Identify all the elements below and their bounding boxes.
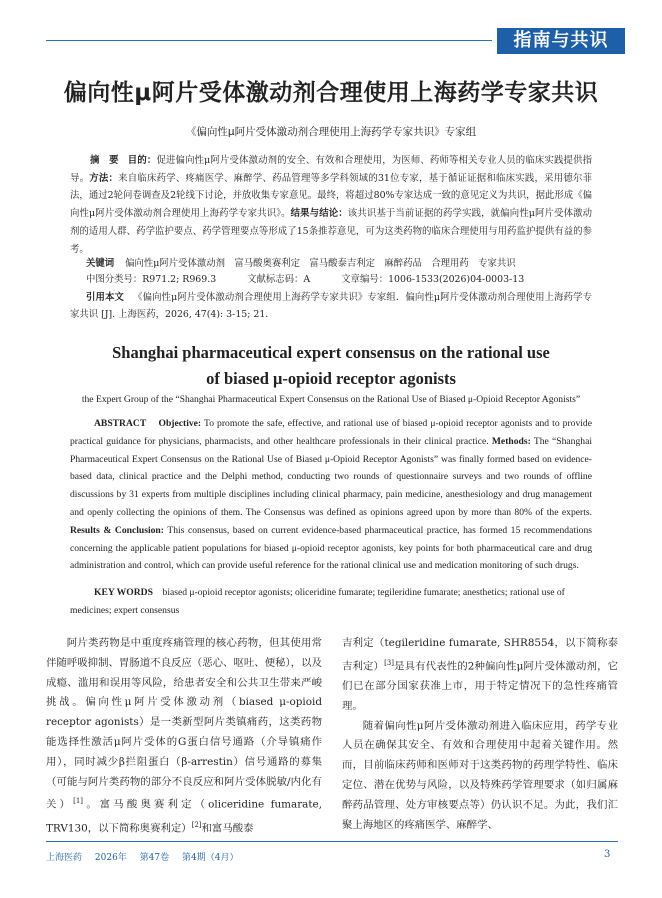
keywords-cn	[86, 255, 592, 273]
abstract-en-result-text: This consensus, based on current evidence-based pharmaceutical practice, has formed 15 recommendations concerning the applicable patient populations for biased μ-opioid receptor agonists, key points for both pharmaceutical care and drug administration and control, which can provide useful reference for the rational clinical use and medication monitoring of such drugs.	[70, 524, 592, 572]
abstract-cn	[70, 152, 592, 258]
clc-number: 中图分类号：R971.2; R969.3	[86, 274, 217, 285]
body-column-right	[342, 634, 618, 835]
keywords-en-text: biased μ-opioid receptor agonists; oliceridine fumarate; tegileridine fumarate; anesthetics; rational use of medicines; expert consensus	[70, 587, 565, 616]
author-group-cn: 《偏向性μ阿片受体激动剂合理使用上海药学专家共识》专家组	[185, 126, 477, 138]
body-paragraph	[46, 634, 322, 839]
keywords-en	[70, 584, 592, 620]
body-text: 是具有代表性的2种偏向性μ阿片受体激动剂，它们已在部分国家获准上市，用于特定情况下的急性疼痛管理。	[342, 660, 618, 712]
body-text: 吉利定（tegileridine fumarate, SHR8554，以下简称泰吉利定）	[342, 637, 618, 673]
body-paragraph: 随着偏向性μ阿片受体激动剂进入临床应用，药学专业人员在确保其安全、有效和合理使用中起着关键作用。然而，目前临床药师和医师对于这类药物的药理学特性、临床定位、潜在优势与风险，以及特殊药学管理要求（如归属麻醉药品管理、处方审核要点等）仍认识不足。为此，我们汇聚上海地区的疼痛医学、麻醉学、	[342, 719, 618, 831]
body-column-left	[46, 634, 322, 839]
body-paragraph	[342, 634, 618, 717]
reference-marker[interactable]: [2]	[191, 820, 202, 829]
abstract-cn-method-text: 来自临床药学、疼痛医学、麻醉学、药品管理等多学科领域的31位专家，基于循证证据和临床实践，采用德尔菲法，通过2轮问卷调查及2轮线下讨论，并放收集专家意见。最终，将超过80%专家达成一致的意见定义为共识，据此形成《偏向性μ阿片受体激动剂合理使用上海药学专家共识》。	[70, 172, 592, 220]
keywords-cn-text: 偏向性μ阿片受体激动剂 富马酸奥赛利定 富马酸泰吉利定 麻醉药品 合理用药 专家共识	[125, 258, 516, 269]
author-group-en: the Expert Group of the “Shanghai Pharmaceutical Expert Consensus on the Rational Use of Biased μ-Opioid Receptor Agonists”	[81, 394, 581, 405]
abstract-en-objective-label: Objective:	[158, 418, 202, 429]
header-rule	[46, 40, 492, 41]
keywords-en-label: KEY WORDS	[94, 587, 153, 598]
abstract-cn-label: 摘 要	[90, 155, 119, 166]
abstract-en-objective-text: To promote the safe, effective, and rational use of biased μ-opioid receptor agonists and to provide practical guidance for physicians, pharmacists, and other healthcare professionals in their clinical practice.	[70, 418, 592, 447]
footer-journal-info	[46, 850, 248, 863]
abstract-cn-objective-text: 促进偏向性μ阿片受体激动剂的安全、有效和合理使用，为医师、药师等相关专业人员的临床实践提供指导。	[70, 155, 592, 184]
abstract-cn-result-text: 该共识基于当前证据的药学实践，就偏向性μ阿片受体激动剂的适用人群、药学监护要点、药学管理要点等形成了15条推荐意见，可为这类药物的临床合理使用与用药监护提供有益的参考。	[70, 208, 592, 255]
reference-marker[interactable]: [1]	[73, 797, 84, 806]
page-title-en-line1: Shanghai pharmaceutical expert consensus on the rational use	[112, 343, 550, 362]
body-text: 阿片类药物是中重度疼痛管理的核心药物，但其使用常伴随呼吸抑制、胃肠道不良反应（恶心、呕吐、便秘），以及成瘾、滥用和误用等风险，给患者安全和公共卫生带来严峻挑战。偏向性μ阿片受体激动剂（biased μ-opioid receptor agonists）是一类新型阿片类镇痛药，这类药物能选择性激活μ阿片受体的G蛋白信号通路（介导镇痛作用），同时减少β拦阻蛋白（β-arrestin）信号通路的募集（可能与阿片类药物的部分不良反应和阿片受体脱敏/内化有关）	[46, 637, 322, 811]
page-title-en	[40, 340, 622, 392]
body-text: 和富马酸泰	[201, 822, 254, 835]
abstract-en-method-text: The “Shanghai Pharmaceutical Expert Consensus on the Rational Use of Biased μ-Opioid Receptor Agonists” was finally formed based on evidence-based data, clinical practice and the Delphi method, conducting two rounds of questionnaire surveys and two rounds of offline discussions by 31 experts from multiple disciplines including clinical pharmacy, pain medicine, anesthesiology and drug management and openly collecting the opinions of them. The Consensus was defined as opinions agreed upon by more than 80% of the experts.	[70, 435, 592, 518]
article-number: 文章编号：1006-1533(2026)04-0003-13	[341, 274, 525, 285]
footer-volume: 第47卷	[139, 853, 170, 863]
footer-rule	[46, 841, 618, 842]
footer-year: 2026年	[94, 853, 127, 863]
footer-issue: 第4期（4月）	[182, 853, 239, 863]
abstract-cn-method-label: 方法：	[89, 172, 119, 184]
document-code: 文献标志码：A	[247, 274, 311, 285]
abstract-en-label: ABSTRACT	[94, 418, 147, 429]
reference-marker[interactable]: [3]	[384, 658, 394, 667]
abstract-en-result-label: Results & Conclusion:	[70, 524, 164, 536]
body-text: 。富马酸奥赛利定（oliceridine fumarate, TRV130，以下简称奥赛利定）	[46, 798, 322, 835]
footer-journal: 上海医药	[46, 853, 83, 863]
page-number: 3	[604, 849, 611, 860]
abstract-cn-objective-label: 目的：	[127, 155, 157, 166]
section-tag: 指南与共识	[497, 28, 625, 54]
abstract-en	[70, 415, 592, 575]
abstract-cn-result-label: 结果与结论：	[290, 208, 348, 220]
page-title-cn: 偏向性μ阿片受体激动剂合理使用上海药学专家共识	[63, 80, 599, 106]
abstract-en-method-label: Methods:	[491, 435, 531, 447]
citation-text: 《偏向性μ阿片受体激动剂合理使用上海药学专家共识》专家组．偏向性μ阿片受体激动剂合理使用上海药学专家共识 [J]. 上海医药，2026, 47(4): 3-15; 21.	[70, 292, 592, 320]
citation-label: 引用本文	[86, 292, 125, 303]
citation	[70, 289, 592, 323]
classification-line	[86, 273, 596, 287]
page-title-en-line2: of biased μ-opioid receptor agonists	[206, 369, 456, 388]
keywords-cn-label: 关键词	[86, 258, 115, 269]
